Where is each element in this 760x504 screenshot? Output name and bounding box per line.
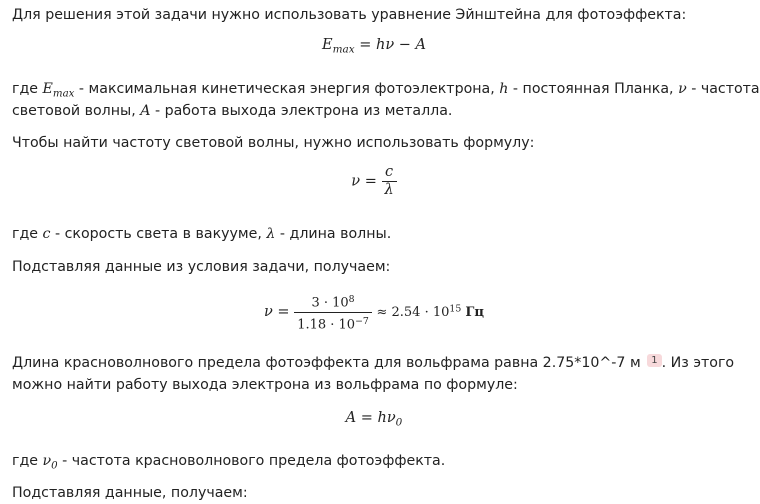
intro-text: Для решения этой задачи нужно использовать уравнение Эйнштейна для фотоэффекта: — [12, 7, 687, 23]
substitute-text-1: Подставляя данные из условия задачи, получаем: — [12, 259, 391, 275]
max-subscript: max — [332, 43, 355, 56]
equals-sign-2: = — [277, 304, 290, 321]
e-max-symbol: $E_{max}$ — [42, 81, 75, 100]
red-limit-text-line2: можно найти работу выхода электрона из вольфрама по формуле: — [12, 377, 518, 393]
einstein-equation — [0, 37, 748, 56]
nu-lhs-2: ν — [263, 304, 273, 321]
nu-lhs: ν — [351, 173, 361, 190]
where1-emax-desc: - максимальная кинетическая энергия фотоэлектрона, — [74, 81, 500, 97]
red-limit-suffix: . Из этого — [661, 355, 735, 371]
frequency-formula — [0, 164, 748, 199]
frequency-calculation — [0, 291, 748, 333]
frequency-intro-text: Чтобы найти частоту световой волны, нужно использовать формулу: — [12, 135, 535, 151]
where1-line2-prefix: световой волны, — [12, 103, 141, 119]
c-symbol: c — [42, 226, 51, 242]
where-definitions-1-line2 — [12, 100, 730, 122]
where2-lambda-desc: - длина волны. — [275, 226, 392, 242]
zero-subscript: 0 — [395, 416, 403, 429]
numeric-numerator: $3 \cdot 10^8$ — [294, 291, 372, 313]
eq1-rhs: = hν − A — [359, 37, 426, 53]
fraction-denominator: λ — [384, 182, 394, 198]
a-symbol: A — [140, 103, 151, 119]
where1-a-desc: - работа выхода электрона из металла. — [150, 103, 453, 119]
where3-prefix: где — [12, 453, 43, 469]
fraction-numerator: c — [382, 164, 397, 182]
where2-c-desc: - скорость света в вакууме, — [50, 226, 267, 242]
red-limit-statement: Длина красноволнового предела фотоэффекта для вольфрама равна 2.75*10^-7 м — [12, 355, 641, 371]
where1-h-desc: - постоянная Планка, — [508, 81, 679, 97]
where-definitions-3 — [12, 450, 730, 478]
nu-symbol: ν — [678, 81, 687, 97]
a-equals-h-nu: A = hν — [345, 410, 396, 426]
approx-result: ≈ $2.54 \cdot 10^{15}$ Гц — [376, 303, 485, 321]
citation-badge[interactable]: 1 — [647, 354, 661, 367]
where-definitions-2 — [12, 223, 730, 245]
numeric-fraction — [294, 291, 372, 333]
lambda-symbol: λ — [266, 226, 276, 242]
numeric-denominator: $1.18 \cdot 10^{-7}$ — [297, 315, 369, 333]
substitute-text-2: Подставляя данные, получаем: — [12, 485, 248, 501]
equals-sign: = — [364, 173, 377, 190]
where1-nu-desc: - частота — [686, 81, 760, 97]
where1-prefix: где — [12, 81, 43, 97]
red-limit-text — [12, 352, 735, 374]
h-symbol: h — [499, 81, 509, 97]
c-over-lambda-fraction — [382, 164, 397, 199]
where3-desc: - частота красноволнового предела фотоэффекта. — [57, 453, 446, 469]
nu0-symbol: $\nu_0$ — [42, 453, 58, 472]
where2-prefix: где — [12, 226, 43, 242]
work-function-formula — [0, 410, 748, 429]
e-symbol: E — [322, 37, 333, 53]
